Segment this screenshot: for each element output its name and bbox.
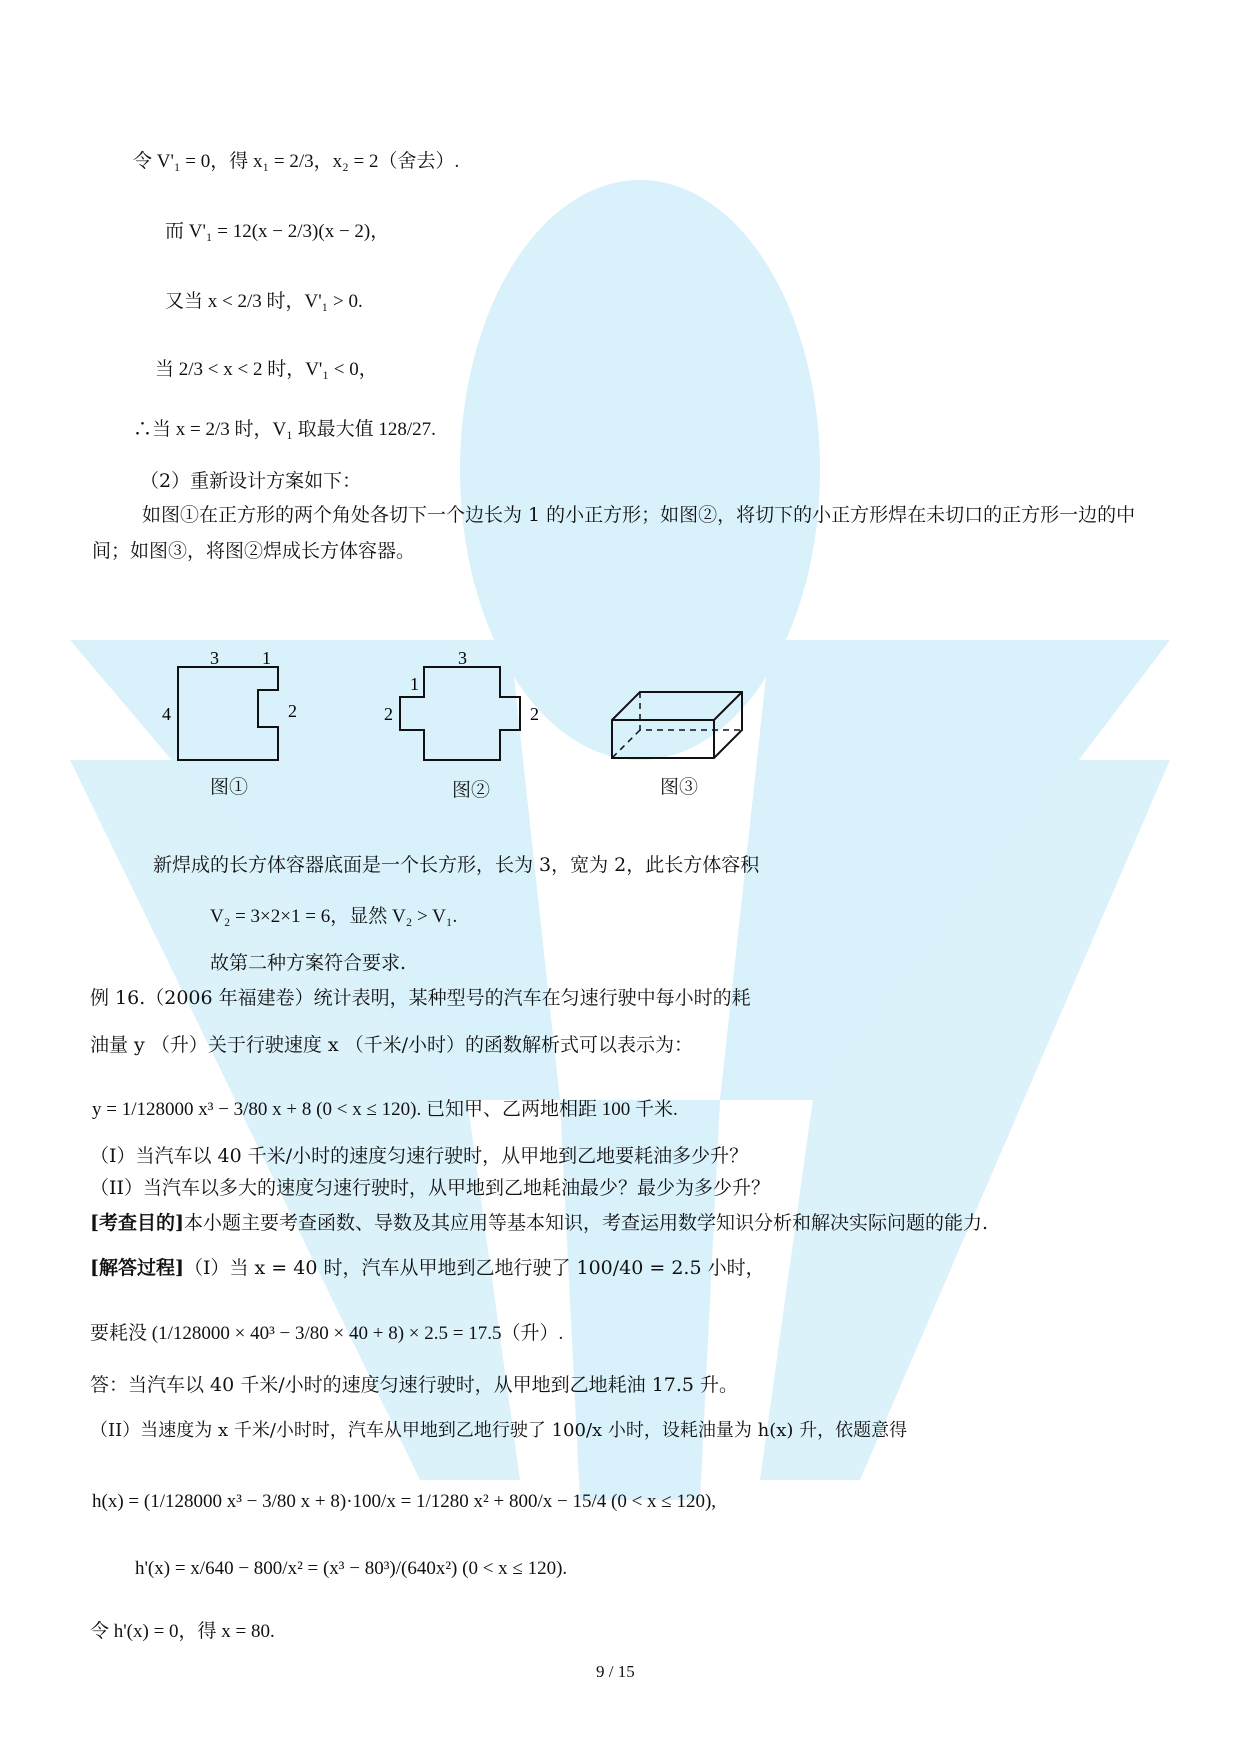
question-1: （I）当汽车以 40 千米/小时的速度匀速行驶时，从甲地到乙地要耗油多少升？ — [90, 1145, 749, 1167]
solution-text-1: （I）当 x = 40 时，汽车从甲地到乙地行驶了 100/40 = 2.5 小时， — [183, 1257, 765, 1279]
question-2: （II）当汽车以多大的速度匀速行驶时，从甲地到乙地耗油最少？最少为多少升？ — [90, 1177, 771, 1199]
eq-decreasing: 当 2/3 < x < 2 时，V'₁ < 0， — [155, 359, 378, 380]
fig2-label-top: 3 — [458, 650, 467, 668]
figure-1-caption: 图① — [210, 776, 249, 798]
figure-3-caption: 图③ — [660, 776, 699, 798]
design-paragraph: 如图①在正方形的两个角处各切下一个边长为 1 的小正方形；如图②，将切下的小正方形焊在未切口的正方形一边的中间；如图③，将图②焊成长方体容器。 — [92, 504, 1136, 562]
eq-derivative-zero: 令 V'₁ = 0，得 x₁ = 2/3，x₂ = 2（舍去）. — [133, 151, 460, 172]
fig1-label-top: 3 — [210, 650, 219, 668]
solution-line-1 — [90, 1255, 765, 1281]
purpose-text: 本小题主要考查函数、导数及其应用等基本知识，考查运用数学知识分析和解决实际问题的能力. — [183, 1212, 989, 1234]
figure-2-caption: 图② — [452, 779, 491, 801]
eq-fuel-40: 要耗没 (1/128000 × 40³ − 3/80 × 40 + 8) × 2.5 = 17.5（升）. — [90, 1323, 564, 1344]
fig1-label-right: 2 — [288, 701, 297, 721]
part-2-setup: （II）当速度为 x 千米/小时时，汽车从甲地到乙地行驶了 100/x 小时，设耗油量为 h(x) 升，依题意得 — [90, 1420, 908, 1441]
eq-h-prime: h'(x) = x/640 − 800/x² = (x³ − 80³)/(640x²) (0 < x ≤ 120). — [135, 1558, 568, 1579]
eq-h-x: h(x) = (1/128000 x³ − 3/80 x + 8)·100/x = 1/1280 x² + 800/x − 15/4 (0 < x ≤ 120), — [92, 1491, 717, 1512]
fig1-label-left: 4 — [162, 704, 171, 724]
conclusion-line: 故第二种方案符合要求. — [210, 952, 407, 974]
purpose-label: [考查目的] — [90, 1212, 184, 1234]
figure-1-diagram — [150, 650, 300, 770]
figure-2-diagram — [380, 650, 560, 770]
eq-critical-point: 令 h'(x) = 0，得 x = 80. — [90, 1621, 275, 1642]
solution-label: [解答过程] — [90, 1257, 184, 1279]
example-16-line2: 油量 y （升）关于行驶速度 x （千米/小时）的函数解析式可以表示为： — [90, 1034, 694, 1056]
fig1-label-corner: 1 — [262, 650, 271, 668]
page-number: 9 / 15 — [596, 1662, 635, 1681]
container-description: 新焊成的长方体容器底面是一个长方形，长为 3，宽为 2，此长方体容积 — [153, 854, 760, 876]
fig2-label-left: 2 — [384, 704, 393, 724]
eq-increasing: 又当 x < 2/3 时，V'₁ > 0. — [165, 291, 363, 312]
purpose-line — [90, 1210, 988, 1236]
eq-derivative-factored: 而 V'₁ = 12(x − 2/3)(x − 2)， — [165, 221, 390, 242]
eq-volume-v2: V₂ = 3×2×1 = 6，显然 V₂ > V₁. — [210, 906, 458, 927]
example-16-title: 例 16.（2006 年福建卷）统计表明，某种型号的汽车在匀速行驶中每小时的耗 — [90, 987, 751, 1009]
fig2-label-right: 2 — [530, 704, 539, 724]
answer-line: 答：当汽车以 40 千米/小时的速度匀速行驶时，从甲地到乙地耗油 17.5 升。 — [90, 1374, 739, 1396]
eq-maximum: ∴当 x = 2/3 时，V₁ 取最大值 128/27. — [133, 419, 436, 440]
eq-fuel-function: y = 1/128000 x³ − 3/80 x + 8 (0 < x ≤ 120). 已知甲、乙两地相距 100 千米. — [92, 1099, 678, 1120]
section-heading: （2）重新设计方案如下： — [140, 470, 362, 492]
fig2-label-tab: 1 — [410, 674, 419, 694]
figure-3-box — [600, 680, 760, 770]
